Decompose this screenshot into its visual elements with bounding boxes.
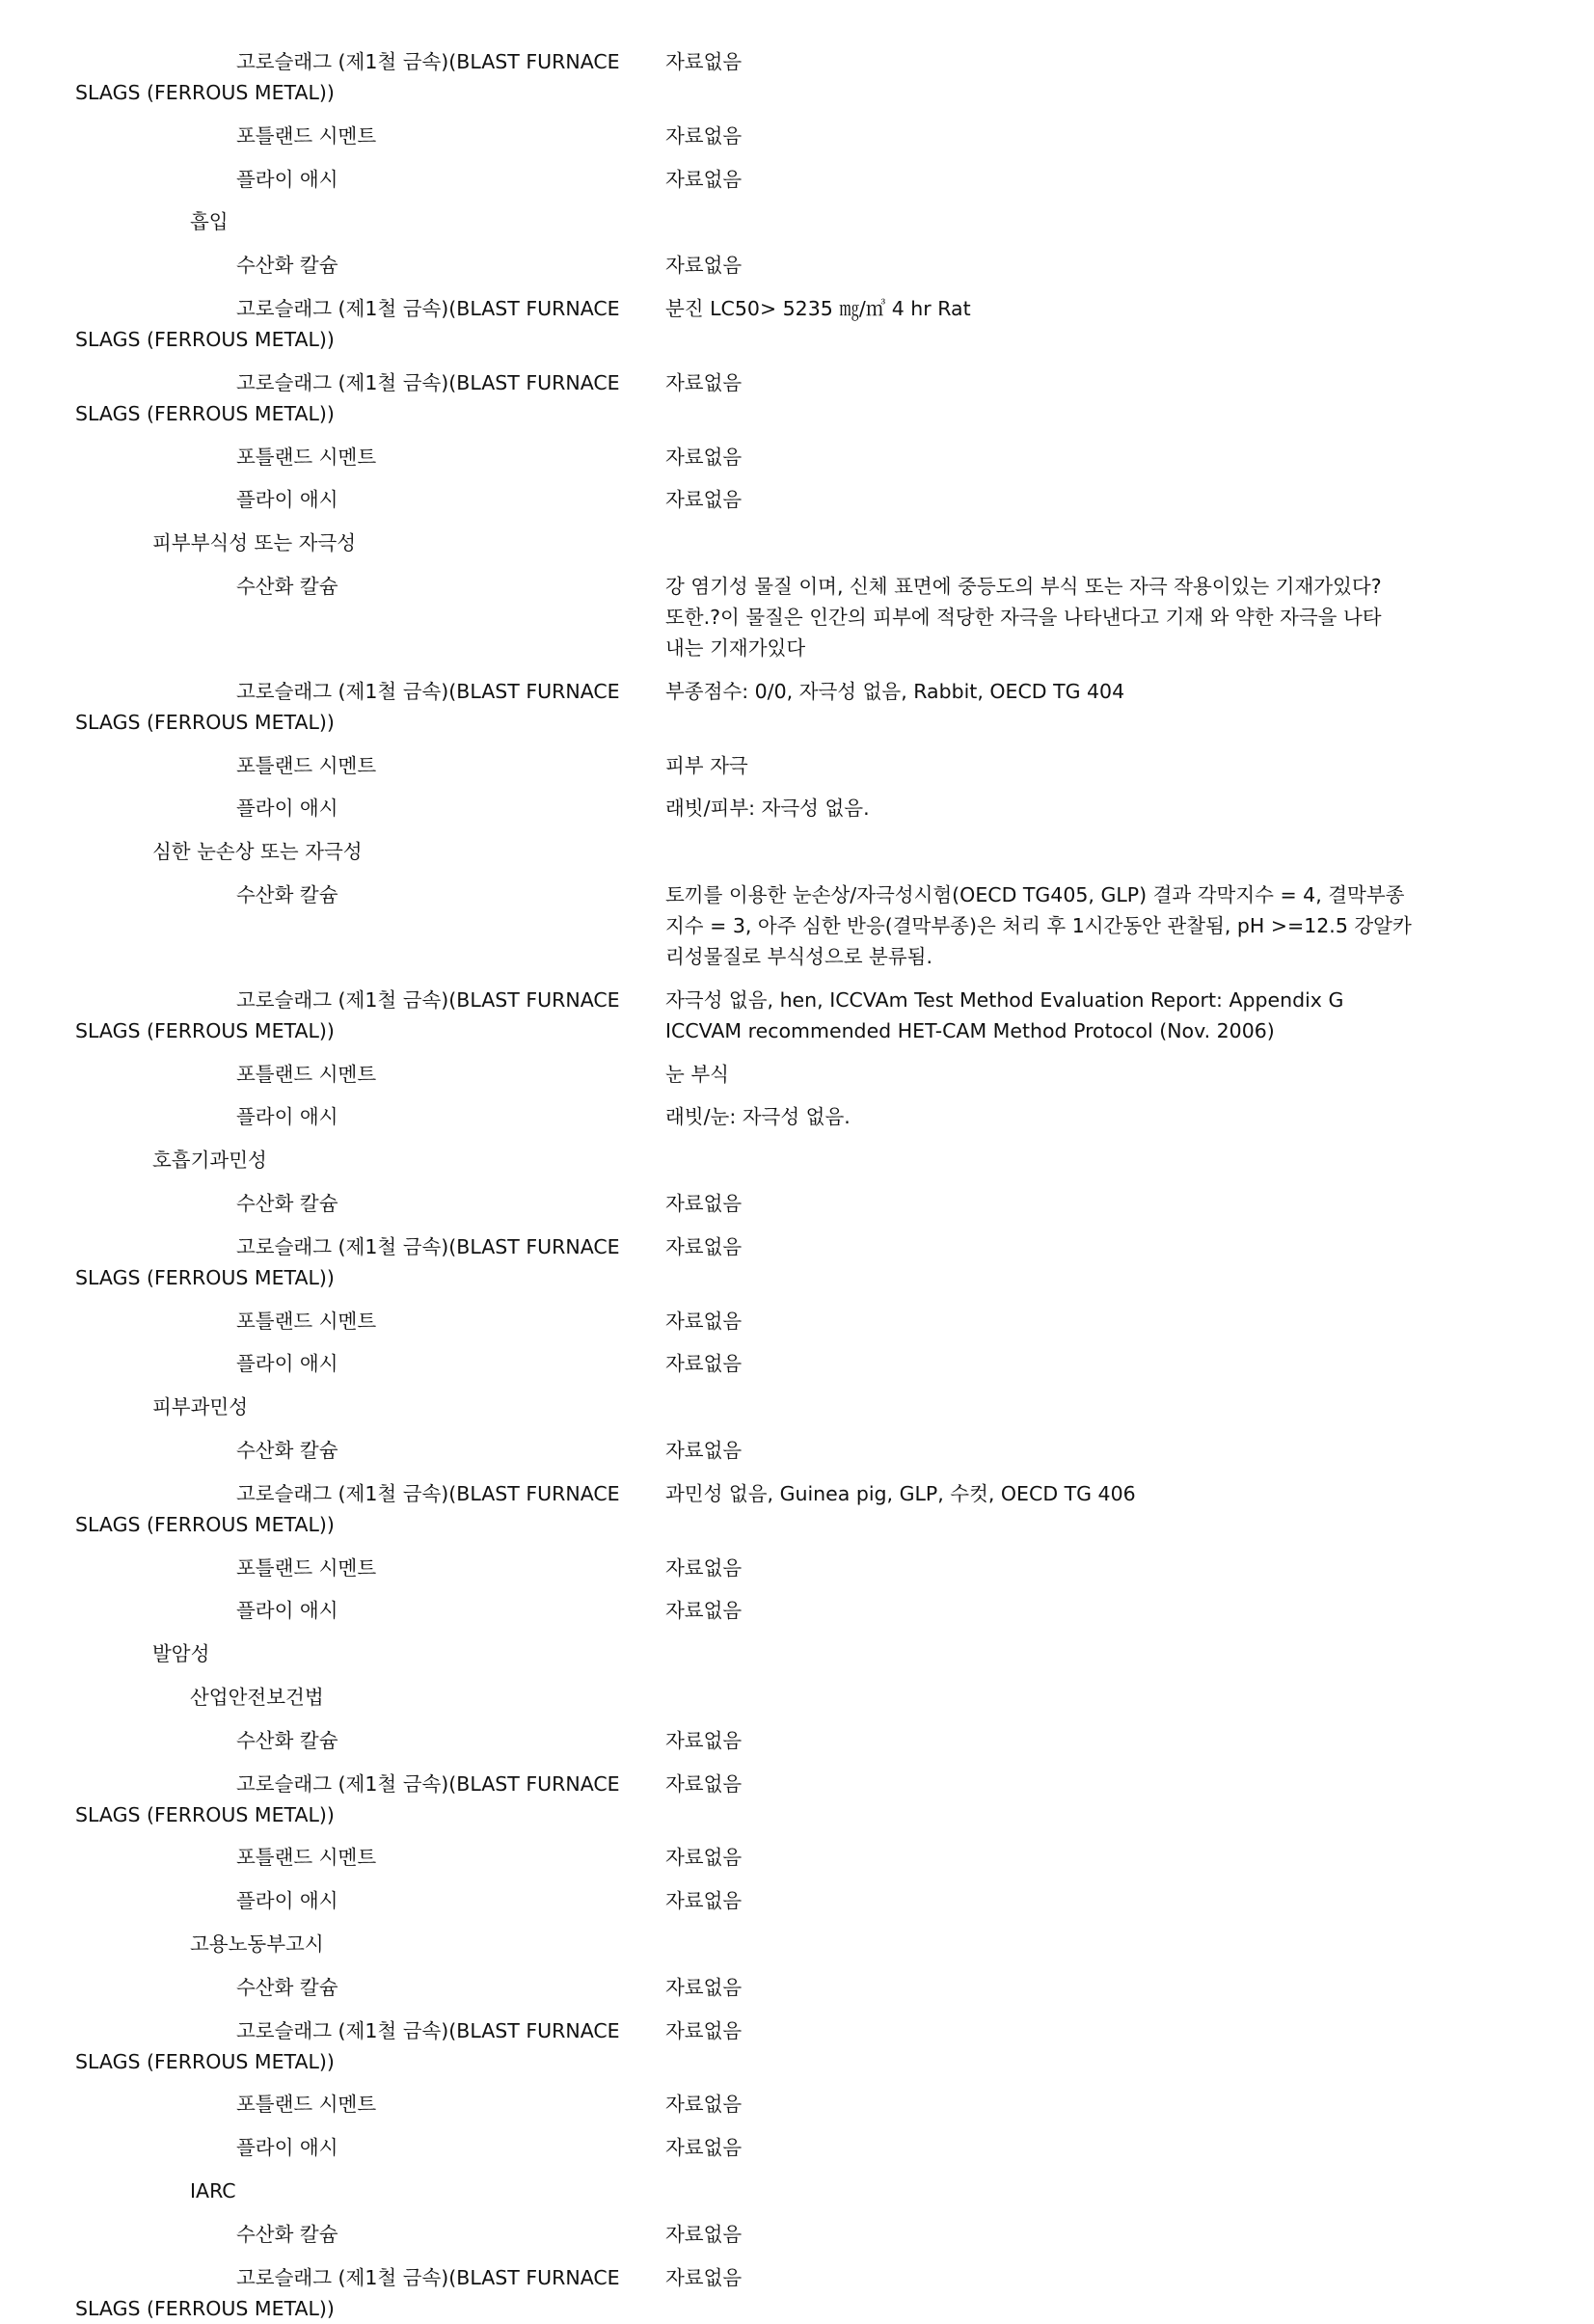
property-value [665, 1306, 1437, 1337]
property-value-line: 자료없음 [665, 1975, 743, 1999]
substance-name: 포틀랜드 시멘트 [236, 1555, 377, 1580]
property-value [665, 2132, 1437, 2163]
property-value-line: 자료없음 [665, 2265, 743, 2289]
substance-name-continued: SLAGS (FERROUS METAL)) [75, 710, 335, 734]
property-value [665, 1885, 1437, 1916]
substance-name: 플라이 애시 [236, 488, 338, 512]
property-value-line: 자료없음 [665, 1234, 743, 1258]
substance-name-continued: SLAGS (FERROUS METAL)) [75, 2049, 335, 2073]
substance-name: 고로슬래그 (제1철 금속)(BLAST FURNACE [236, 297, 620, 320]
substance-name: 고로슬래그 (제1철 금속)(BLAST FURNACE [236, 370, 620, 394]
property-value [665, 2262, 1437, 2293]
section-heading-text: 호흡기과민성 [152, 1148, 267, 1173]
substance-name: 수산화 칼슘 [236, 254, 338, 278]
substance-name: 고로슬래그 (제1철 금속)(BLAST FURNACE [236, 50, 620, 73]
property-value [665, 1059, 1437, 1090]
property-value [665, 2089, 1437, 2120]
property-value-line: 자료없음 [665, 1555, 743, 1580]
substance-name: 포틀랜드 시멘트 [236, 1846, 377, 1870]
property-value [665, 1101, 1437, 1132]
substance-name: 고로슬래그 (제1철 금속)(BLAST FURNACE [236, 1771, 620, 1796]
substance-name: 플라이 애시 [236, 167, 338, 191]
property-value-line: 눈 부식 [665, 1062, 729, 1086]
property-value-line: 자료없음 [665, 1728, 743, 1752]
property-value-line: 자료없음 [665, 1309, 743, 1333]
substance-name: 고로슬래그 (제1철 금속)(BLAST FURNACE [236, 987, 620, 1012]
property-value-line: 자료없음 [665, 370, 743, 394]
substance-name: 고로슬래그 (제1철 금속)(BLAST FURNACE [236, 679, 620, 703]
property-value [665, 442, 1437, 473]
property-value-line: 자극성 없음, hen, ICCVAm Test Method Evaluation Report: Appendix G [665, 987, 1344, 1012]
property-value [665, 1231, 1437, 1262]
property-value [665, 1725, 1437, 1756]
property-value [665, 2015, 1437, 2046]
property-value-line: 자료없음 [665, 2136, 743, 2160]
substance-name: 포틀랜드 시멘트 [236, 1309, 377, 1333]
property-value [665, 1972, 1437, 2003]
substance-name: 수산화 칼슘 [236, 1728, 338, 1752]
substance-name: 플라이 애시 [236, 1599, 338, 1623]
substance-name: 수산화 칼슘 [236, 2222, 338, 2246]
property-value-line: 토끼를 이용한 눈손상/자극성시험(OECD TG405, GLP) 결과 각막지수 = 4, 결막부종 [665, 883, 1405, 906]
property-value-line: 분진 LC50> 5235 ㎎/㎥ 4 hr Rat [665, 297, 971, 320]
substance-name: 포틀랜드 시멘트 [236, 445, 377, 469]
substance-name: 플라이 애시 [236, 1352, 338, 1376]
substance-name-continued: SLAGS (FERROUS METAL)) [75, 1802, 335, 1826]
property-value-line: 부종점수: 0/0, 자극성 없음, Rabbit, OECD TG 404 [665, 679, 1125, 703]
property-value [665, 750, 1437, 781]
property-value-line: 자료없음 [665, 1599, 743, 1623]
substance-name: 플라이 애시 [236, 1105, 338, 1129]
property-value-line: 자료없음 [665, 1771, 743, 1796]
property-value [665, 164, 1437, 195]
property-value [665, 1553, 1437, 1583]
property-value [665, 367, 1437, 398]
property-value-line: 자료없음 [665, 50, 743, 73]
substance-name: 수산화 칼슘 [236, 1975, 338, 1999]
property-value-line: 또한.?이 물질은 인간의 피부에 적당한 자극을 나타낸다고 기재 와 약한 자극을 나타 [665, 606, 1382, 629]
property-value [665, 1478, 1437, 1509]
substance-name: 포틀랜드 시멘트 [236, 753, 377, 777]
substance-name: 플라이 애시 [236, 797, 338, 821]
substance-name: 고로슬래그 (제1철 금속)(BLAST FURNACE [236, 1481, 620, 1505]
substance-name: 수산화 칼슘 [236, 1439, 338, 1462]
property-value-line: 지수 = 3, 아주 심한 반응(결막부종)은 처리 후 1시간동안 관찰됨, pH >=12.5 강알카 [665, 914, 1412, 937]
property-value-line: 래빗/눈: 자극성 없음. [665, 1105, 851, 1129]
property-value-line: 래빗/피부: 자극성 없음. [665, 797, 870, 821]
property-value [665, 793, 1437, 824]
property-value-line: 자료없음 [665, 1192, 743, 1215]
substance-name: 고로슬래그 (제1철 금속)(BLAST FURNACE [236, 1234, 620, 1258]
property-value-line: 과민성 없음, Guinea pig, GLP, 수컷, OECD TG 406 [665, 1481, 1136, 1505]
substance-name-continued: SLAGS (FERROUS METAL)) [75, 1512, 335, 1536]
property-value [665, 676, 1437, 707]
section-heading-text: 발암성 [152, 1642, 210, 1666]
section-heading-text: 피부부식성 또는 자극성 [152, 531, 357, 555]
property-value-line: 자료없음 [665, 2093, 743, 2117]
substance-name: 수산화 칼슘 [236, 883, 338, 906]
property-value [665, 1348, 1437, 1379]
property-value [665, 571, 1437, 663]
property-value [665, 1435, 1437, 1466]
substance-name: 수산화 칼슘 [236, 1192, 338, 1215]
substance-name-continued: SLAGS (FERROUS METAL)) [75, 401, 335, 425]
property-value [665, 121, 1437, 151]
property-value-line: 강 염기성 물질 이며, 신체 표면에 중등도의 부식 또는 자극 작용이있는 기재가있다? [665, 575, 1382, 598]
property-value [665, 879, 1437, 972]
subsection-heading-text: 산업안전보건법 [190, 1686, 324, 1709]
property-value-line: 자료없음 [665, 1846, 743, 1870]
property-value [665, 1769, 1437, 1799]
property-value [665, 985, 1437, 1046]
substance-name-continued: SLAGS (FERROUS METAL)) [75, 328, 335, 351]
property-value-line: 자료없음 [665, 445, 743, 469]
subsection-heading-text: 고용노동부고시 [190, 1932, 324, 1956]
property-value-line: 자료없음 [665, 167, 743, 191]
property-value [665, 1842, 1437, 1873]
substance-name: 플라이 애시 [236, 2136, 338, 2160]
section-heading-text: 피부과민성 [152, 1395, 249, 1419]
property-value-line: 내는 기재가있다 [665, 636, 806, 660]
property-value [665, 1188, 1437, 1219]
property-value [665, 293, 1437, 324]
property-value-line: 피부 자극 [665, 753, 748, 777]
substance-name-continued: SLAGS (FERROUS METAL)) [75, 1018, 335, 1042]
property-value [665, 1595, 1437, 1626]
substance-name: 플라이 애시 [236, 1889, 338, 1913]
property-value-line: 자료없음 [665, 254, 743, 278]
property-value-line: 자료없음 [665, 1352, 743, 1376]
property-value-line: 자료없음 [665, 1439, 743, 1462]
substance-name: 포틀랜드 시멘트 [236, 2093, 377, 2117]
property-value-line: ICCVAM recommended HET-CAM Method Protocol (Nov. 2006) [665, 1018, 1275, 1042]
property-value [665, 46, 1437, 77]
property-value-line: 자료없음 [665, 2018, 743, 2042]
property-value-line: 자료없음 [665, 488, 743, 512]
substance-name-continued: SLAGS (FERROUS METAL)) [75, 2296, 335, 2320]
property-value [665, 250, 1437, 281]
substance-name: 고로슬래그 (제1철 금속)(BLAST FURNACE [236, 2265, 620, 2289]
substance-name: 포틀랜드 시멘트 [236, 123, 377, 148]
substance-name: 수산화 칼슘 [236, 575, 338, 598]
substance-name-continued: SLAGS (FERROUS METAL)) [75, 1265, 335, 1289]
subsection-heading-text: 흡입 [190, 210, 229, 234]
property-value-line: 자료없음 [665, 2222, 743, 2246]
property-value-line: 자료없음 [665, 1889, 743, 1913]
property-value [665, 484, 1437, 515]
section-heading-text: 심한 눈손상 또는 자극성 [152, 840, 363, 864]
substance-name: 포틀랜드 시멘트 [236, 1062, 377, 1086]
property-value [665, 2219, 1437, 2250]
substance-name: 고로슬래그 (제1철 금속)(BLAST FURNACE [236, 2018, 620, 2042]
property-value-line: 자료없음 [665, 123, 743, 148]
substance-name-continued: SLAGS (FERROUS METAL)) [75, 81, 335, 104]
subsection-heading-text: IARC [190, 2179, 236, 2202]
property-value-line: 리성물질로 부식성으로 분류됨. [665, 945, 932, 968]
